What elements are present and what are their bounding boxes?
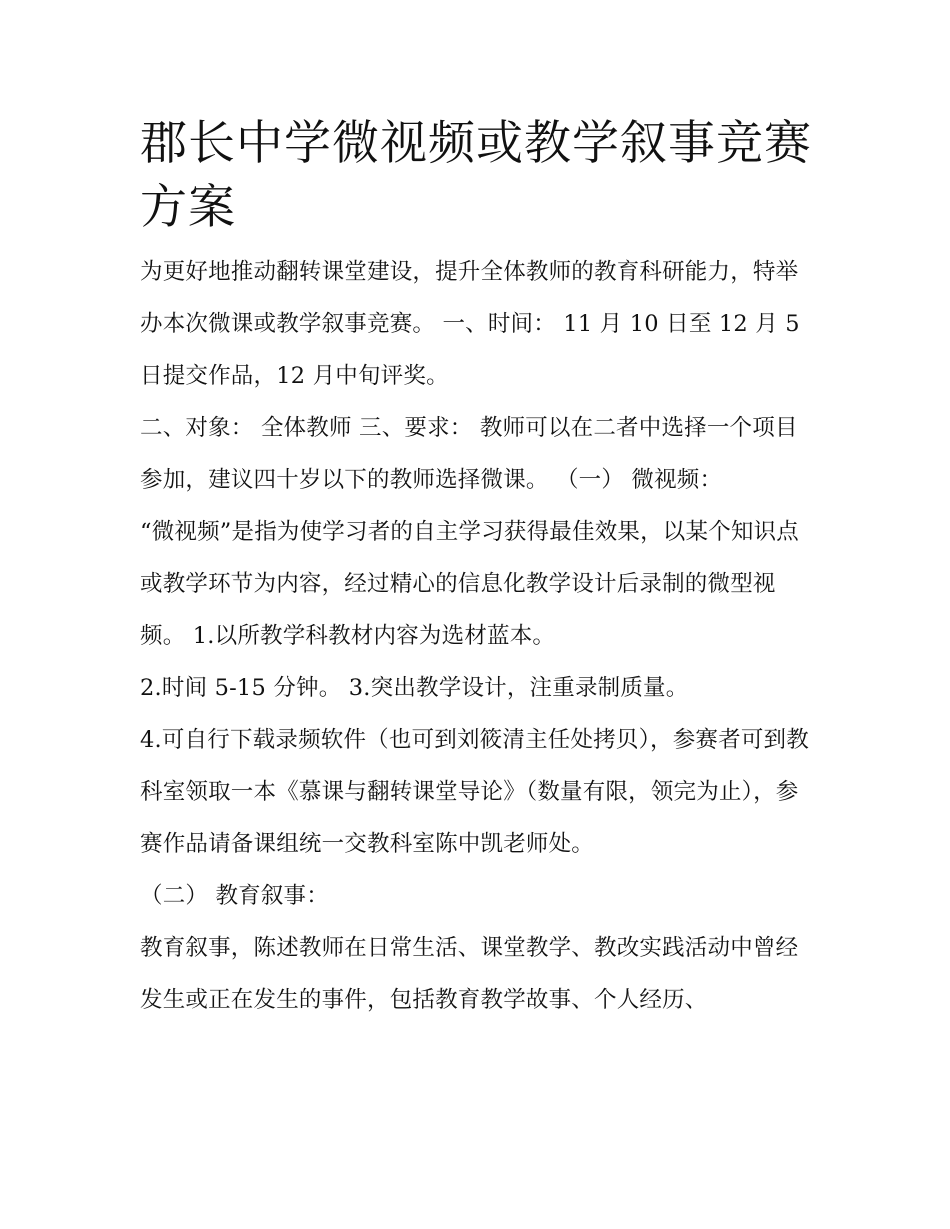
paragraph-micro-video-definition: “微视频”是指为使学习者的自主学习获得最佳效果，以某个知识点或教学环节为内容，经过精心的信息化教学设计后录制的微型视频。 1.以所教学科教材内容为选材蓝本。 (140, 519, 800, 649)
paragraph-narrative-heading: （二） 教育叙事： (140, 883, 329, 909)
paragraph-target-requirements: 二、对象： 全体教师 三、要求： 教师可以在二者中选择一个项目参加，建议四十岁以下的教师选择微课。 （一） 微视频： (140, 415, 798, 493)
paragraph-software-submission: 4.可自行下载录频软件（也可到刘筱清主任处拷贝），参赛者可到教科室领取一本《慕课与翻转课堂导论》（数量有限，领完为止），参赛作品请备课组统一交教科室陈中凯老师处。 (140, 727, 809, 857)
paragraph-intro-time: 为更好地推动翻转课堂建设，提升全体教师的教育科研能力，特举办本次微课或教学叙事竞赛。 一、时间： 11 月 10 日至 12 月 5 日提交作品，12 月中旬评奖。 (140, 259, 800, 389)
document-page (140, 112, 820, 1026)
paragraph-duration-design: 2.时间 5-15 分钟。 3.突出教学设计，注重录制质量。 (140, 675, 689, 701)
document-title: 郡长中学微视频或教学叙事竞赛方案 (140, 116, 812, 235)
paragraph-narrative-description: 教育叙事，陈述教师在日常生活、课堂教学、教改实践活动中曾经发生或正在发生的事件，包括教育教学故事、个人经历、 (140, 935, 799, 1013)
